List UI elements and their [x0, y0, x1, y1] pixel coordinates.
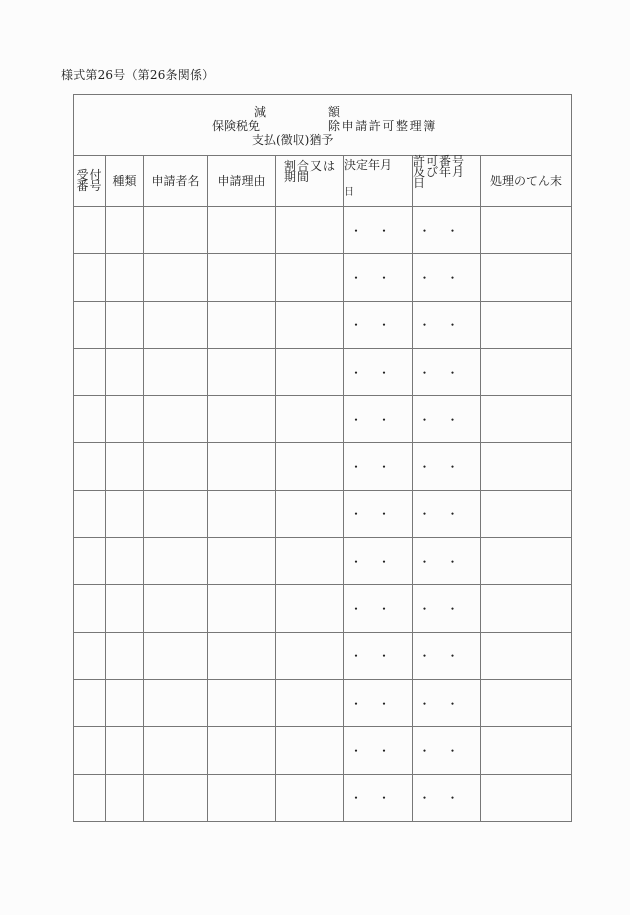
cell-applicant-name[interactable]: [144, 490, 208, 537]
table-row: [74, 490, 572, 537]
col-receipt-number: [74, 156, 106, 207]
cell-decision-date[interactable]: ・・: [344, 348, 413, 395]
cell-type[interactable]: [106, 254, 144, 301]
cell-disposition[interactable]: [481, 254, 572, 301]
cell-decision-date[interactable]: ・・: [344, 207, 413, 254]
cell-receipt-number[interactable]: [74, 632, 106, 679]
col-decision-date-line2: 日: [344, 187, 354, 198]
cell-decision-date[interactable]: ・・: [344, 727, 413, 774]
column-header-row: [74, 156, 572, 207]
cell-application-reason[interactable]: [208, 396, 276, 443]
cell-ratio-period[interactable]: [276, 348, 344, 395]
cell-ratio-period[interactable]: [276, 207, 344, 254]
cell-permit-number-date[interactable]: ・・: [413, 774, 481, 821]
cell-type[interactable]: [106, 443, 144, 490]
cell-permit-number-date[interactable]: ・・: [413, 679, 481, 726]
cell-ratio-period[interactable]: [276, 632, 344, 679]
cell-permit-number-date[interactable]: ・・: [413, 632, 481, 679]
cell-applicant-name[interactable]: [144, 585, 208, 632]
col-ratio-period-line1: 割合又は: [284, 159, 337, 173]
cell-permit-number-date[interactable]: ・・: [413, 254, 481, 301]
cell-receipt-number[interactable]: [74, 207, 106, 254]
cell-ratio-period[interactable]: [276, 443, 344, 490]
col-ratio-period-line2: 期間: [284, 170, 311, 184]
cell-permit-number-date[interactable]: ・・: [413, 207, 481, 254]
cell-permit-number-date[interactable]: ・・: [413, 585, 481, 632]
cell-applicant-name[interactable]: [144, 679, 208, 726]
cell-application-reason[interactable]: [208, 585, 276, 632]
col-type: 種類: [106, 156, 144, 207]
col-permit-number-date: [413, 156, 481, 207]
cell-disposition[interactable]: [481, 301, 572, 348]
cell-ratio-period[interactable]: [276, 679, 344, 726]
cell-decision-date[interactable]: ・・: [344, 301, 413, 348]
col-applicant-name: 申請者名: [144, 156, 208, 207]
table-row: [74, 396, 572, 443]
cell-type[interactable]: [106, 679, 144, 726]
cell-decision-date[interactable]: ・・: [344, 490, 413, 537]
cell-applicant-name[interactable]: [144, 396, 208, 443]
cell-receipt-number[interactable]: [74, 254, 106, 301]
cell-applicant-name[interactable]: [144, 301, 208, 348]
cell-application-reason[interactable]: [208, 490, 276, 537]
cell-ratio-period[interactable]: [276, 585, 344, 632]
cell-disposition[interactable]: [481, 490, 572, 537]
table-row: [74, 443, 572, 490]
title-exemption-register: 除申請許可整理簿: [328, 119, 437, 133]
table-row: [74, 774, 572, 821]
table-row: [74, 348, 572, 395]
cell-receipt-number[interactable]: [74, 443, 106, 490]
table-row: [74, 585, 572, 632]
cell-disposition[interactable]: [481, 679, 572, 726]
col-disposition: 処理のてん末: [481, 156, 572, 207]
col-permit-line3: 日: [413, 176, 427, 190]
cell-applicant-name[interactable]: [144, 632, 208, 679]
cell-applicant-name[interactable]: [144, 774, 208, 821]
cell-application-reason[interactable]: [208, 632, 276, 679]
cell-disposition[interactable]: [481, 538, 572, 585]
cell-type[interactable]: [106, 538, 144, 585]
cell-receipt-number[interactable]: [74, 490, 106, 537]
cell-application-reason[interactable]: [208, 679, 276, 726]
register-table: [73, 94, 572, 822]
col-decision-date: [344, 156, 413, 207]
cell-ratio-period[interactable]: [276, 301, 344, 348]
cell-disposition[interactable]: [481, 632, 572, 679]
cell-applicant-name[interactable]: [144, 207, 208, 254]
cell-type[interactable]: [106, 632, 144, 679]
cell-receipt-number[interactable]: [74, 585, 106, 632]
cell-applicant-name[interactable]: [144, 348, 208, 395]
cell-receipt-number[interactable]: [74, 679, 106, 726]
col-decision-date-line1: 決定年月: [344, 158, 393, 172]
cell-disposition[interactable]: [481, 727, 572, 774]
cell-application-reason[interactable]: [208, 348, 276, 395]
cell-decision-date[interactable]: ・・: [344, 538, 413, 585]
cell-type[interactable]: [106, 585, 144, 632]
cell-ratio-period[interactable]: [276, 490, 344, 537]
cell-receipt-number[interactable]: [74, 301, 106, 348]
cell-receipt-number[interactable]: [74, 348, 106, 395]
title-payment-deferral: 支払(徴収)猶予: [252, 133, 334, 147]
cell-application-reason[interactable]: [208, 207, 276, 254]
cell-disposition[interactable]: [481, 348, 572, 395]
cell-receipt-number[interactable]: [74, 396, 106, 443]
cell-permit-number-date[interactable]: ・・: [413, 443, 481, 490]
cell-disposition[interactable]: [481, 207, 572, 254]
col-application-reason: 申請理由: [208, 156, 276, 207]
cell-ratio-period[interactable]: [276, 538, 344, 585]
cell-permit-number-date[interactable]: ・・: [413, 348, 481, 395]
title-cell: [74, 95, 572, 156]
register-title: [212, 105, 452, 150]
col-ratio-period: [276, 156, 344, 207]
cell-decision-date[interactable]: ・・: [344, 443, 413, 490]
cell-type[interactable]: [106, 348, 144, 395]
title-insurance-tax: 保険税免: [212, 119, 261, 133]
cell-permit-number-date[interactable]: ・・: [413, 396, 481, 443]
cell-ratio-period[interactable]: [276, 396, 344, 443]
cell-disposition[interactable]: [481, 443, 572, 490]
cell-receipt-number[interactable]: [74, 538, 106, 585]
cell-ratio-period[interactable]: [276, 727, 344, 774]
cell-application-reason[interactable]: [208, 254, 276, 301]
cell-decision-date[interactable]: ・・: [344, 774, 413, 821]
cell-permit-number-date[interactable]: ・・: [413, 301, 481, 348]
cell-type[interactable]: [106, 490, 144, 537]
table-row: [74, 632, 572, 679]
cell-ratio-period[interactable]: [276, 254, 344, 301]
cell-application-reason[interactable]: [208, 538, 276, 585]
cell-permit-number-date[interactable]: ・・: [413, 490, 481, 537]
cell-permit-number-date[interactable]: ・・: [413, 727, 481, 774]
cell-type[interactable]: [106, 396, 144, 443]
table-row: [74, 679, 572, 726]
cell-type[interactable]: [106, 774, 144, 821]
title-amount: 額: [328, 105, 341, 119]
table-row: [74, 538, 572, 585]
cell-applicant-name[interactable]: [144, 443, 208, 490]
cell-application-reason[interactable]: [208, 774, 276, 821]
table-row: [74, 207, 572, 254]
cell-applicant-name[interactable]: [144, 727, 208, 774]
cell-type[interactable]: [106, 727, 144, 774]
cell-decision-date[interactable]: ・・: [344, 254, 413, 301]
cell-type[interactable]: [106, 301, 144, 348]
col-receipt-number-line1: 受付: [76, 168, 103, 182]
col-permit-line1: 許可番号: [413, 154, 466, 168]
cell-type[interactable]: [106, 207, 144, 254]
cell-receipt-number[interactable]: [74, 774, 106, 821]
cell-application-reason[interactable]: [208, 443, 276, 490]
form-number: 様式第26号（第26条関係）: [61, 68, 215, 82]
cell-disposition[interactable]: [481, 774, 572, 821]
cell-applicant-name[interactable]: [144, 254, 208, 301]
title-reduction: 減: [254, 105, 267, 119]
col-permit-line2: 及び年月: [413, 165, 466, 179]
cell-decision-date[interactable]: ・・: [344, 679, 413, 726]
cell-permit-number-date[interactable]: ・・: [413, 538, 481, 585]
cell-disposition[interactable]: [481, 396, 572, 443]
cell-decision-date[interactable]: ・・: [344, 396, 413, 443]
cell-decision-date[interactable]: ・・: [344, 585, 413, 632]
table-row: [74, 301, 572, 348]
cell-ratio-period[interactable]: [276, 774, 344, 821]
cell-decision-date[interactable]: ・・: [344, 632, 413, 679]
table-body: [74, 207, 572, 822]
cell-disposition[interactable]: [481, 585, 572, 632]
cell-application-reason[interactable]: [208, 301, 276, 348]
cell-receipt-number[interactable]: [74, 727, 106, 774]
cell-application-reason[interactable]: [208, 727, 276, 774]
cell-applicant-name[interactable]: [144, 538, 208, 585]
table-row: [74, 254, 572, 301]
table-row: [74, 727, 572, 774]
col-receipt-number-line2: 番号: [76, 179, 103, 193]
